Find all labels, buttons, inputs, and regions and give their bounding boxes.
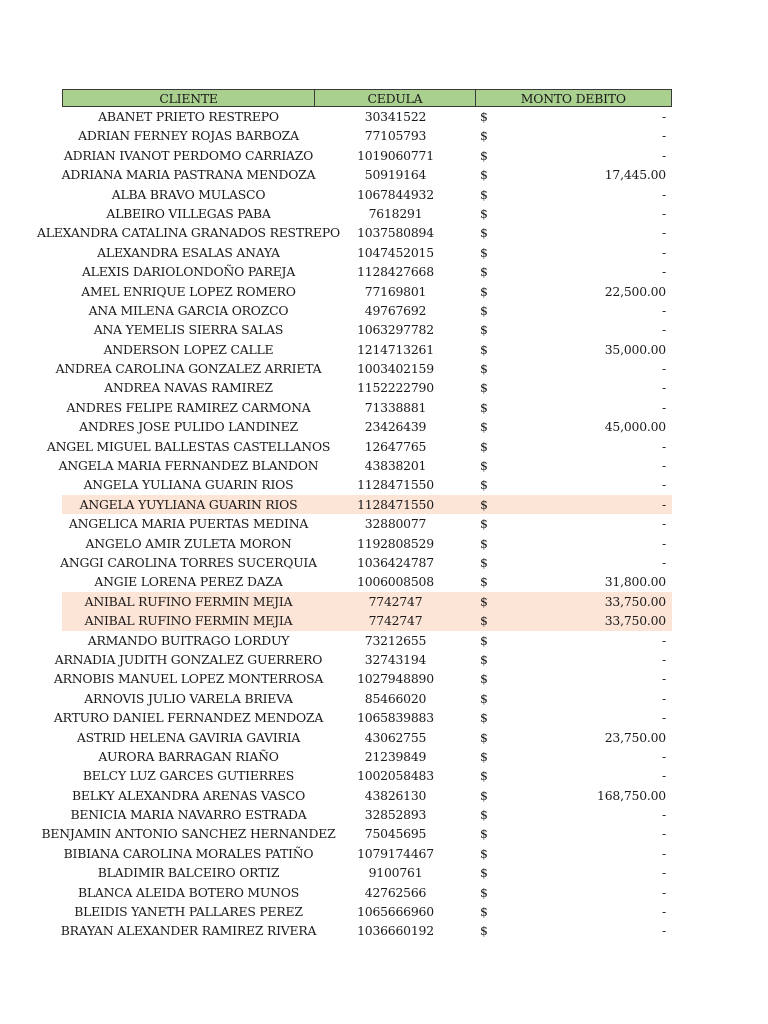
table-row[interactable]	[62, 340, 672, 359]
currency-symbol: $	[480, 768, 488, 784]
currency-symbol: $	[480, 302, 488, 318]
cliente-name: ADRIAN IVANOT PERDOMO CARRIAZO	[63, 147, 314, 163]
table-body	[37, 107, 672, 941]
currency-symbol: $	[480, 690, 488, 706]
currency-symbol: $	[480, 865, 488, 881]
monto-debito-cell[interactable]: -	[662, 710, 666, 726]
currency-symbol: $	[480, 380, 488, 396]
cliente-name: ASTRID HELENA GAVIRIA GAVIRIA	[76, 729, 301, 745]
monto-debito-cell[interactable]: 31,800.00	[604, 574, 666, 590]
currency-symbol: $	[480, 147, 488, 163]
currency-symbol: $	[480, 167, 488, 183]
currency-symbol: $	[480, 438, 488, 454]
cedula-cell[interactable]: 9100761	[368, 865, 423, 881]
cliente-name: ALEXANDRA CATALINA GRANADOS RESTREPO	[37, 225, 340, 241]
monto-debito-cell[interactable]: -	[662, 865, 666, 881]
currency-symbol: $	[480, 748, 488, 764]
cliente-name: ANGIE LORENA PEREZ DAZA	[94, 574, 283, 590]
currency-symbol: $	[480, 923, 488, 939]
currency-symbol: $	[480, 613, 488, 629]
cliente-name: BLADIMIR BALCEIRO ORTIZ	[97, 865, 280, 881]
cedula-cell[interactable]: 1036424787	[357, 554, 434, 570]
cedula-cell[interactable]: 49767692	[364, 302, 427, 318]
table-row[interactable]	[53, 708, 672, 727]
currency-symbol: $	[480, 593, 488, 609]
currency-symbol: $	[480, 884, 488, 900]
cliente-cell[interactable]	[58, 456, 319, 475]
header-monto-debito[interactable]: MONTO DEBITO	[520, 91, 626, 106]
currency-symbol: $	[480, 458, 488, 474]
monto-debito-cell[interactable]: 35,000.00	[604, 341, 666, 357]
cliente-cell[interactable]	[62, 340, 315, 359]
currency-symbol: $	[480, 535, 488, 551]
cliente-cell[interactable]	[62, 689, 315, 708]
table-row[interactable]	[62, 883, 672, 902]
currency-symbol: $	[480, 807, 488, 823]
cliente-name: ANGELICA MARIA PUERTAS MEDINA	[68, 516, 309, 532]
monto-debito-cell[interactable]: -	[662, 225, 666, 241]
table-row[interactable]	[62, 282, 672, 301]
currency-symbol: $	[480, 109, 488, 124]
cliente-cell[interactable]	[62, 553, 315, 572]
cliente-name: ANDREA CAROLINA GONZALEZ ARRIETA	[55, 361, 322, 377]
table-row[interactable]	[62, 689, 672, 708]
currency-symbol: $	[480, 264, 488, 280]
cedula-cell[interactable]: 7742747	[368, 593, 423, 609]
cedula-cell[interactable]: 42762566	[364, 884, 427, 900]
table-row[interactable]	[46, 437, 672, 456]
currency-symbol: $	[480, 322, 488, 338]
currency-symbol: $	[480, 904, 488, 920]
cliente-name: ANGELO AMIR ZULETA MORON	[85, 535, 292, 551]
monto-debito-cell[interactable]: -	[662, 845, 666, 861]
cedula-cell[interactable]: 50919164	[364, 167, 427, 183]
cedula-cell[interactable]: 1128427668	[357, 264, 434, 280]
table-row[interactable]	[62, 902, 672, 921]
table-row[interactable]	[62, 863, 672, 882]
cliente-cell[interactable]	[62, 786, 315, 805]
cliente-name: ANDERSON LOPEZ CALLE	[103, 341, 274, 357]
cliente-name: ADRIAN FERNEY ROJAS BARBOZA	[78, 128, 299, 144]
cliente-cell[interactable]	[62, 572, 315, 591]
table-row[interactable]	[62, 844, 672, 863]
cedula-cell[interactable]: 1047452015	[357, 244, 434, 260]
cliente-name: ALEXIS DARIOLONDOÑO PAREJA	[81, 264, 296, 280]
table-row[interactable]	[62, 592, 672, 611]
cliente-name: BIBIANA CAROLINA MORALES PATIÑO	[63, 845, 314, 861]
monto-debito-cell[interactable]: -	[662, 748, 666, 764]
monto-debito-cell[interactable]: 22,500.00	[604, 283, 666, 299]
table-row[interactable]	[37, 223, 672, 242]
monto-debito-cell[interactable]: -	[662, 109, 666, 124]
cliente-cell[interactable]	[55, 359, 322, 378]
cedula-cell[interactable]: 1152222790	[357, 380, 434, 396]
monto-debito-cell[interactable]: -	[662, 496, 666, 512]
cliente-name: ANGELA YUYLIANA GUARIN RIOS	[79, 496, 298, 512]
cliente-cell[interactable]	[62, 863, 315, 882]
cedula-cell[interactable]: 1128471550	[357, 496, 434, 512]
cedula-cell[interactable]: 12647765	[364, 438, 427, 454]
cedula-cell[interactable]: 77105793	[364, 128, 427, 144]
monto-debito-cell[interactable]: -	[662, 322, 666, 338]
cliente-cell[interactable]	[37, 223, 340, 242]
currency-symbol: $	[480, 341, 488, 357]
cedula-cell[interactable]: 23426439	[364, 419, 427, 435]
cliente-cell[interactable]	[62, 126, 315, 145]
cliente-name: BLANCA ALEIDA BOTERO MUNOS	[77, 884, 300, 900]
currency-symbol: $	[480, 186, 488, 202]
cedula-cell[interactable]: 1079174467	[357, 845, 434, 861]
cedula-cell[interactable]: 43062755	[364, 729, 427, 745]
cliente-name: AMEL ENRIQUE LOPEZ ROMERO	[81, 283, 296, 299]
cliente-name: BELKY ALEXANDRA ARENAS VASCO	[71, 787, 306, 803]
cliente-cell[interactable]	[62, 282, 315, 301]
cliente-name: ALBA BRAVO MULASCO	[111, 186, 266, 202]
cedula-cell[interactable]: 1027948890	[357, 671, 434, 687]
monto-debito-cell[interactable]: 45,000.00	[604, 419, 666, 435]
cedula-cell[interactable]: 1006008508	[357, 574, 434, 590]
table-row[interactable]	[55, 359, 672, 378]
cliente-cell[interactable]	[46, 437, 331, 456]
currency-symbol: $	[480, 671, 488, 687]
cliente-name: ANDRES FELIPE RAMIREZ CARMONA	[66, 399, 311, 415]
cliente-cell[interactable]	[62, 243, 315, 262]
monto-debito-cell[interactable]: -	[662, 671, 666, 687]
monto-debito-cell[interactable]: -	[662, 438, 666, 454]
monto-debito-cell[interactable]: -	[662, 826, 666, 842]
currency-symbol: $	[480, 574, 488, 590]
monto-debito-cell[interactable]: -	[662, 651, 666, 667]
table-row[interactable]	[62, 534, 672, 553]
cedula-cell[interactable]: 1067844932	[357, 186, 434, 202]
cliente-cell[interactable]	[62, 475, 315, 494]
table-row[interactable]	[62, 185, 672, 204]
table-row[interactable]	[62, 631, 672, 650]
currency-symbol: $	[480, 516, 488, 532]
cliente-name: ANDRES JOSE PULIDO LANDINEZ	[79, 419, 298, 435]
currency-symbol: $	[480, 710, 488, 726]
cedula-cell[interactable]: 77169801	[364, 283, 427, 299]
cedula-cell[interactable]: 7742747	[368, 613, 423, 629]
cliente-name: BELCY LUZ GARCES GUTIERRES	[82, 768, 295, 784]
cliente-name: ANGELA MARIA FERNANDEZ BLANDON	[58, 458, 319, 474]
currency-symbol: $	[480, 225, 488, 241]
table-row[interactable]	[62, 728, 672, 747]
cliente-cell[interactable]	[62, 728, 315, 747]
cliente-name: BENJAMIN ANTONIO SANCHEZ HERNANDEZ	[41, 826, 336, 842]
table-row[interactable]	[62, 611, 672, 630]
cliente-cell[interactable]	[62, 301, 315, 320]
cliente-name: ARNOVIS JULIO VARELA BRIEVA	[84, 690, 293, 706]
table-row[interactable]	[62, 805, 672, 824]
cliente-cell[interactable]	[62, 805, 315, 824]
table-row[interactable]	[54, 650, 672, 669]
cliente-cell[interactable]	[62, 398, 315, 417]
monto-debito-cell[interactable]: -	[662, 516, 666, 532]
monto-debito-cell[interactable]: 23,750.00	[604, 729, 666, 745]
table-row[interactable]	[62, 398, 672, 417]
currency-symbol: $	[480, 845, 488, 861]
table-row[interactable]	[62, 146, 672, 165]
currency-symbol: $	[480, 729, 488, 745]
cliente-name: ANGEL MIGUEL BALLESTAS CASTELLANOS	[46, 438, 331, 454]
cliente-cell[interactable]	[62, 417, 315, 436]
monto-debito-cell[interactable]: -	[662, 690, 666, 706]
cliente-cell[interactable]	[62, 592, 315, 611]
cliente-name: ARNADIA JUDITH GONZALEZ GUERRERO	[54, 651, 323, 667]
cedula-cell[interactable]: 32852893	[364, 807, 427, 823]
cliente-cell[interactable]	[62, 747, 315, 766]
cliente-name: ANGGI CAROLINA TORRES SUCERQUIA	[60, 554, 317, 570]
cedula-cell[interactable]: 43826130	[364, 787, 427, 803]
currency-symbol: $	[480, 477, 488, 493]
cliente-cell[interactable]	[62, 921, 315, 940]
cedula-cell[interactable]: 1063297782	[357, 322, 434, 338]
header-row	[62, 89, 672, 107]
cliente-cell[interactable]	[62, 514, 315, 533]
cliente-cell[interactable]	[62, 185, 315, 204]
table-row[interactable]	[62, 378, 672, 397]
cedula-cell[interactable]: 32880077	[364, 516, 427, 532]
cliente-cell[interactable]	[62, 204, 315, 223]
cliente-name: BLEIDIS YANETH PALLARES PEREZ	[74, 904, 303, 920]
monto-debito-cell[interactable]: -	[662, 632, 666, 648]
cedula-cell[interactable]: 1128471550	[357, 477, 434, 493]
cedula-cell[interactable]: 1192808529	[357, 535, 434, 551]
cliente-name: ANDREA NAVAS RAMIREZ	[104, 380, 273, 396]
currency-symbol: $	[480, 361, 488, 377]
cliente-name: ANA MILENA GARCIA OROZCO	[88, 302, 289, 318]
cliente-cell[interactable]	[62, 107, 315, 126]
cliente-cell[interactable]	[41, 824, 336, 843]
currency-symbol: $	[480, 244, 488, 260]
currency-symbol: $	[480, 283, 488, 299]
monto-debito-cell[interactable]: -	[662, 477, 666, 493]
monto-debito-cell[interactable]: -	[662, 399, 666, 415]
table-row[interactable]	[62, 514, 672, 533]
cedula-cell[interactable]: 1214713261	[357, 341, 434, 357]
monto-debito-cell[interactable]: 17,445.00	[604, 167, 666, 183]
table-row[interactable]	[62, 553, 672, 572]
cliente-name: ANGELA YULIANA GUARIN RIOS	[83, 477, 294, 493]
cliente-name: AURORA BARRAGAN RIAÑO	[98, 748, 279, 764]
cliente-cell[interactable]	[62, 611, 315, 630]
cliente-name: BENICIA MARIA NAVARRO ESTRADA	[70, 807, 307, 823]
cedula-cell[interactable]: 85466020	[364, 690, 427, 706]
monto-debito-cell[interactable]: -	[662, 302, 666, 318]
currency-symbol: $	[480, 554, 488, 570]
cliente-cell[interactable]	[62, 165, 315, 184]
table-row[interactable]	[62, 572, 672, 591]
currency-symbol: $	[480, 826, 488, 842]
table-row[interactable]	[53, 669, 672, 688]
cliente-name: ABANET PRIETO RESTREPO	[98, 109, 279, 124]
monto-debito-cell[interactable]: -	[662, 147, 666, 163]
cliente-name: ARMANDO BUITRAGO LORDUY	[87, 632, 290, 648]
cliente-name: BRAYAN ALEXANDER RAMIREZ RIVERA	[60, 923, 317, 939]
table-row[interactable]	[58, 456, 672, 475]
table-row[interactable]	[62, 766, 672, 785]
cliente-cell[interactable]	[53, 669, 324, 688]
cliente-cell[interactable]	[62, 631, 315, 650]
currency-symbol: $	[480, 651, 488, 667]
monto-debito-cell[interactable]: -	[662, 264, 666, 280]
currency-symbol: $	[480, 787, 488, 803]
cedula-cell[interactable]: 73212655	[364, 632, 427, 648]
currency-symbol: $	[480, 205, 488, 221]
table-row[interactable]	[41, 824, 672, 843]
cliente-cell[interactable]	[62, 534, 315, 553]
cliente-cell[interactable]	[54, 650, 323, 669]
cliente-cell[interactable]	[62, 262, 315, 281]
cliente-cell[interactable]	[62, 766, 315, 785]
table-row[interactable]	[62, 747, 672, 766]
header-cliente[interactable]: CLIENTE	[63, 90, 315, 106]
cedula-cell[interactable]: 21239849	[364, 748, 427, 764]
cedula-cell[interactable]: 75045695	[364, 826, 427, 842]
cliente-cell[interactable]	[62, 378, 315, 397]
table-row[interactable]	[62, 320, 672, 339]
monto-debito-cell[interactable]: -	[662, 186, 666, 202]
cedula-cell[interactable]: 1002058483	[357, 768, 434, 784]
table-row[interactable]	[62, 417, 672, 436]
cedula-cell[interactable]: 1037580894	[357, 225, 434, 241]
cedula-cell[interactable]: 1036660192	[357, 923, 434, 939]
monto-debito-cell[interactable]: -	[662, 884, 666, 900]
spreadsheet	[37, 89, 672, 941]
cliente-cell[interactable]	[53, 708, 324, 727]
monto-debito-cell[interactable]: -	[662, 128, 666, 144]
cliente-name: ALEXANDRA ESALAS ANAYA	[97, 244, 280, 260]
cliente-cell[interactable]	[62, 844, 315, 863]
cedula-cell[interactable]: 43838201	[364, 458, 427, 474]
cedula-cell[interactable]: 30341522	[364, 109, 427, 124]
cliente-cell[interactable]	[62, 495, 315, 514]
monto-debito-cell[interactable]: -	[662, 923, 666, 939]
currency-symbol: $	[480, 632, 488, 648]
monto-debito-cell[interactable]: -	[662, 904, 666, 920]
monto-debito-cell[interactable]: -	[662, 554, 666, 570]
table-row[interactable]	[62, 495, 672, 514]
table-row[interactable]	[62, 921, 672, 940]
table-row[interactable]	[62, 107, 672, 126]
cedula-cell[interactable]: 32743194	[364, 651, 427, 667]
table-row[interactable]	[62, 165, 672, 184]
monto-debito-cell[interactable]: -	[662, 768, 666, 784]
table-row[interactable]	[62, 126, 672, 145]
table-row[interactable]	[62, 475, 672, 494]
monto-debito-cell[interactable]: -	[662, 535, 666, 551]
currency-symbol: $	[480, 128, 488, 144]
table-row[interactable]	[62, 243, 672, 262]
monto-debito-cell[interactable]: -	[662, 380, 666, 396]
monto-debito-cell[interactable]: -	[662, 205, 666, 221]
cliente-cell[interactable]	[62, 320, 315, 339]
cliente-name: ANIBAL RUFINO FERMIN MEJIA	[84, 593, 293, 609]
cliente-cell[interactable]	[62, 902, 315, 921]
cliente-name: ANA YEMELIS SIERRA SALAS	[93, 322, 284, 338]
cliente-name: ALBEIRO VILLEGAS PABA	[106, 205, 271, 221]
cliente-name: ARTURO DANIEL FERNANDEZ MENDOZA	[53, 710, 324, 726]
currency-symbol: $	[480, 496, 488, 512]
cliente-cell[interactable]	[62, 146, 315, 165]
currency-symbol: $	[480, 419, 488, 435]
monto-debito-cell[interactable]: 168,750.00	[597, 787, 666, 803]
cedula-cell[interactable]: 7618291	[368, 205, 423, 221]
cedula-cell[interactable]: 1019060771	[357, 147, 434, 163]
monto-debito-cell[interactable]: -	[662, 244, 666, 260]
monto-debito-cell[interactable]: -	[662, 361, 666, 377]
currency-symbol: $	[480, 399, 488, 415]
cedula-cell[interactable]: 1003402159	[357, 361, 434, 377]
table-row[interactable]	[62, 301, 672, 320]
monto-debito-cell[interactable]: 33,750.00	[604, 593, 666, 609]
cliente-name: ANIBAL RUFINO FERMIN MEJIA	[84, 613, 293, 629]
monto-debito-cell[interactable]: -	[662, 458, 666, 474]
cedula-cell[interactable]: 1065839883	[357, 710, 434, 726]
monto-debito-cell[interactable]: 33,750.00	[604, 613, 666, 629]
cliente-name: ADRIANA MARIA PASTRANA MENDOZA	[61, 167, 316, 183]
table-row[interactable]	[62, 786, 672, 805]
cliente-cell[interactable]	[62, 883, 315, 902]
table-row[interactable]	[62, 262, 672, 281]
cliente-name: ARNOBIS MANUEL LOPEZ MONTERROSA	[53, 671, 324, 687]
header-cedula[interactable]: CEDULA	[315, 90, 475, 106]
cedula-cell[interactable]: 1065666960	[357, 904, 434, 920]
cedula-cell[interactable]: 71338881	[364, 399, 427, 415]
monto-debito-cell[interactable]: -	[662, 807, 666, 823]
table-row[interactable]	[62, 204, 672, 223]
